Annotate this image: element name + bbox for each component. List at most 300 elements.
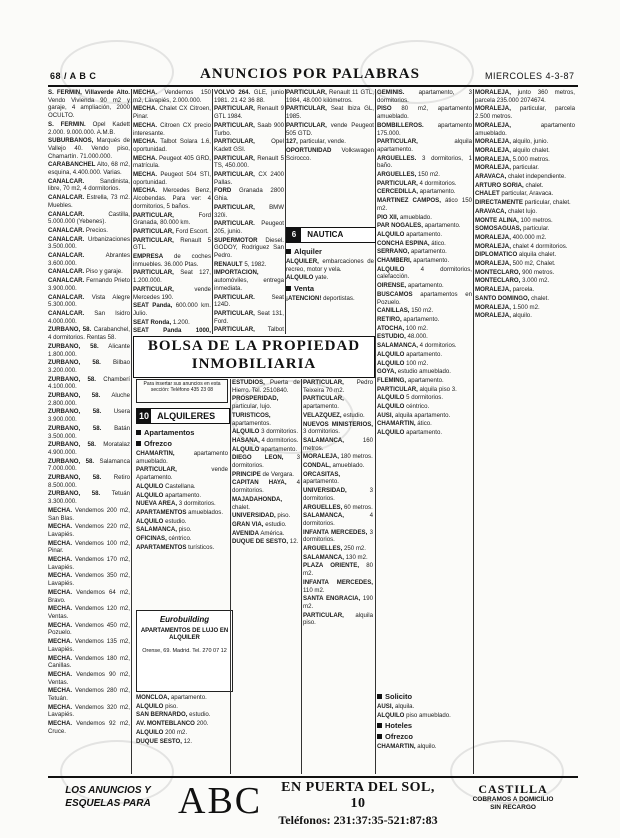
ad-lead: HASANA, (232, 436, 260, 444)
classified-ad (133, 286, 211, 301)
bullet-icon (377, 734, 382, 739)
ad-body: apartamento amueblado. (475, 121, 575, 137)
ad-body: alquila apartamento. (393, 411, 451, 419)
classified-ad (475, 199, 575, 207)
ad-lead: S. FERMIN, Villaverde Alto. (48, 89, 130, 96)
bolsa-line-1: BOLSA DE LA PROPIEDAD (147, 338, 361, 354)
ad-lead: ZURBANO, 58. (48, 326, 92, 334)
ad-lead: SEAT Ronda, (133, 318, 172, 326)
classified-ad (48, 605, 130, 620)
classified-ad (232, 395, 300, 410)
classified-ad (214, 187, 284, 202)
classified-ad (133, 122, 211, 137)
ad-body: apartamento. (303, 403, 339, 411)
classified-ad (232, 530, 300, 538)
ad-lead: VOLVO 264. (214, 89, 251, 96)
column-rule (301, 379, 302, 774)
ad-body: apartamento, 3 dormitorios. (377, 89, 472, 104)
footer-left-line2: ESQUELAS PARA (65, 798, 151, 809)
ad-body: chalet. (523, 181, 544, 189)
ad-body: apartamento. (404, 230, 443, 238)
ad-lead: ZURBANO, 58. (48, 474, 102, 482)
ad-body: Vendemos 180 m2, Canillas. (48, 654, 130, 670)
footer-address: EN PUERTA DEL SOL, 10 (281, 780, 435, 811)
ad-body: Precios. (84, 226, 108, 234)
classified-ad (475, 182, 575, 190)
section-heading: Venta (286, 284, 374, 293)
classified-ad (232, 437, 300, 445)
footer-mid (273, 780, 443, 828)
classified-ad (133, 187, 211, 210)
classified-ad (214, 122, 284, 137)
ad-lead: ZURBANO, 58. (48, 375, 96, 383)
ad-lead: ALQUILO (377, 230, 405, 238)
ad-lead: CARABANCHEL (48, 161, 96, 169)
classified-ad (214, 105, 284, 120)
classified-ad (48, 227, 130, 235)
ad-body: 5, 1982. (242, 260, 267, 268)
section-heading: Alquiler (286, 247, 374, 256)
column-rule (375, 89, 376, 774)
ad-lead: MECHA. (48, 720, 73, 728)
ad-body: Volkswagen Scirocco. (286, 146, 374, 162)
classified-ad (377, 394, 472, 402)
classified-ad (303, 487, 373, 502)
ad-body: Piso y garaje. (84, 268, 123, 276)
ad-body: chalet independiente. (506, 173, 566, 181)
ad-lead: CONCHA ESPINA, (377, 239, 430, 247)
ad-body: 400.000 m2. (510, 233, 547, 241)
classified-ad (133, 89, 211, 104)
classified-ad (475, 105, 575, 120)
classified-ad (232, 412, 300, 427)
classified-ad (48, 425, 130, 440)
ad-body: particular, chalet. (522, 199, 571, 207)
classified-ad (475, 147, 575, 155)
ad-body: estudio amueblado. (396, 368, 451, 376)
ad-lead: FORD (214, 187, 232, 195)
ad-lead: CANILLAS, (377, 307, 410, 315)
classified-ad (377, 188, 472, 196)
ad-lead: UNIVERSIDAD, (232, 512, 276, 520)
classified-ad (377, 266, 472, 281)
ad-lead: MORALEJA, (475, 138, 511, 146)
classified-ad (377, 360, 472, 368)
classified-ad (475, 89, 575, 104)
ad-lead: MECHA. (133, 138, 158, 146)
ad-body: 80 m2. (303, 562, 373, 578)
ad-lead: MORALEJA, (475, 233, 511, 241)
classified-ad (48, 326, 130, 341)
ad-lead: SOMOSAGUAS, (475, 225, 522, 233)
ad-body: Usera 3.900.000. (48, 408, 130, 424)
ad-lead: PROSPERIDAD, (232, 395, 279, 403)
ad-lead: SALAMANCA, (303, 436, 344, 444)
ad-body: Tetuán 3.300.000. (48, 490, 130, 506)
classified-ad (377, 89, 472, 104)
ad-lead: CANALCAR. (48, 293, 85, 301)
classified-ad (48, 178, 130, 193)
classified-ad (303, 612, 373, 627)
ad-lead: EMPRESA (133, 253, 164, 261)
classified-ad (303, 595, 373, 610)
ad-body: 150 m2. (416, 171, 440, 179)
ad-lead: PARTICULAR, (133, 269, 174, 277)
ad-lead: CERCEDILLA, (377, 188, 418, 196)
classified-ad (48, 704, 130, 719)
ad-lead: PARTICULAR, (214, 138, 255, 146)
ad-body: Moratalaz 4.900.000. (48, 441, 130, 456)
column-6 (475, 89, 575, 774)
ad-lead: CANALCAR. (48, 226, 85, 234)
ad-body: CX 2400 Pallas. (214, 171, 284, 186)
ad-body: Vendemos 170 m2, Lavapiés. (48, 556, 130, 571)
ad-body: Seat 131, Ford. (214, 309, 284, 325)
ad-body: 100 m2. (404, 324, 428, 332)
ad-lead: CHAMARTIN, (377, 420, 416, 428)
ad-body: Ford Escort. (173, 227, 209, 235)
classified-ad (48, 310, 130, 325)
classified-ad (475, 217, 575, 225)
classified-ad (475, 138, 575, 146)
classified-ad (214, 294, 284, 309)
ad-body: Vendemos 350 m2, Lavapiés. (48, 572, 130, 588)
ad-lead: SALAMANCA, (377, 342, 418, 350)
ad-body: apartamento. (404, 429, 443, 437)
ad-body: Vendemos 320 m2, Lavapiés. (48, 703, 130, 719)
classified-ad (48, 294, 130, 309)
classified-ad (286, 89, 374, 104)
page-date: MIERCOLES 4-3-87 (485, 71, 575, 81)
column-3 (214, 89, 284, 334)
classified-ad (133, 319, 211, 327)
ad-lead: GEMINIS. (377, 89, 405, 96)
ad-lead: PARTICULAR, (133, 285, 174, 293)
ad-lead: PARTICULAR, (303, 611, 344, 619)
ad-lead: RENAULT (214, 260, 243, 268)
ad-lead: PARTICULAR, (133, 236, 174, 244)
ad-body: apartamento. (303, 478, 339, 486)
classified-ad (286, 122, 374, 137)
classified-ad (48, 572, 130, 587)
ad-lead: BOMBILLEROS. (377, 121, 424, 129)
ad-body: Vendemos 150 m2, Lavapiés, 2.000.000. (133, 89, 211, 104)
classified-ad (303, 562, 373, 577)
ad-lead: UNIVERSIDAD, (303, 487, 347, 495)
ad-lead: PARTICULAR, (286, 105, 327, 113)
ad-lead: PARTICULAR, (286, 121, 327, 129)
footer-right-line3: SIN RECARGO (490, 804, 536, 811)
ad-body: automóviles, entrega inmediata. (214, 277, 284, 292)
classified-ad (377, 138, 472, 153)
classified-ad (303, 471, 373, 486)
page-title: ANUNCIOS POR PALABRAS (200, 66, 420, 82)
ad-body: apartamentos. (232, 419, 271, 427)
ad-lead: MECHA. (48, 523, 73, 531)
ad-body: Granada 2800 Ghia. (214, 187, 284, 203)
ad-body: 1.500 m2. (510, 303, 540, 311)
classified-ad (232, 521, 300, 529)
ad-body: alquila chalet. (517, 251, 557, 259)
ad-body: Vendemos 90 m2, Ventas. (48, 670, 130, 686)
ad-body: 80 m2, apartamento amueblado. (377, 105, 472, 121)
classified-ad (377, 377, 472, 385)
classified-ad (48, 589, 130, 604)
ad-lead: PARTICULAR, (214, 171, 255, 179)
ad-body: particular, Aravaca. (499, 190, 554, 198)
footer-right (448, 782, 578, 812)
classified-ad (303, 412, 373, 420)
ad-lead: ARGUELLES, (303, 545, 343, 553)
ad-lead: CHALET (475, 190, 500, 198)
classified-ad (377, 291, 472, 306)
ad-body: 3.000 m2. (520, 277, 550, 285)
classified-ad (48, 137, 130, 160)
ad-lead: SALAMANCA, (303, 553, 344, 561)
ad-lead: DIEGO LEON, (232, 454, 284, 462)
bolsa-line-2: INMOBILIARIA (191, 356, 317, 372)
classified-ad (214, 269, 284, 292)
classified-ad (303, 421, 373, 436)
classified-ad (214, 261, 284, 269)
ad-lead: CANALCAR. (48, 252, 85, 260)
ad-lead: PARTICULAR, (214, 105, 255, 113)
classified-ad (232, 471, 300, 479)
classified-ad (377, 420, 472, 428)
classified-ad (377, 368, 472, 376)
ad-body: Vendo Vivienda 90 m2 y garaje, 4 ampliación, 2000 OCULTO. (48, 96, 130, 120)
ad-body: apartamento. (401, 315, 440, 323)
ad-lead: MORALEJA, (475, 312, 511, 320)
ad-body: Renault 9 GTL 1984. (214, 105, 284, 121)
ad-body: Renault 5 TS, 450.000. (214, 154, 284, 170)
ad-body: Peugeot 405 GRD, matrícula. (133, 154, 211, 170)
ad-body: Vendemos 200 m2, San Blas. (48, 506, 130, 522)
classified-ad (377, 240, 472, 248)
ad-body: vende Mercedes 190. (133, 285, 211, 301)
ad-body: junto 360 metros, parcela 235.000 2074674. (475, 89, 575, 104)
ad-lead: MECHA. (133, 171, 158, 179)
ad-lead: INFANTA MERCEDES, (303, 578, 373, 586)
ad-body: chalet. (232, 503, 250, 511)
classified-ad (377, 412, 472, 420)
classified-ad (475, 243, 575, 251)
classified-ad (377, 180, 472, 188)
ad-lead: ALQUILO (377, 429, 405, 437)
ad-lead: PARTICULAR. (214, 220, 255, 228)
page-label: 68 / A B C (50, 71, 97, 81)
ad-lead: ORCASITAS, (303, 470, 341, 478)
ad-body: 3 dormitorios. (303, 528, 373, 544)
classified-ad (377, 333, 472, 341)
ad-lead: PARTICULAR, (214, 203, 255, 211)
ad-lead: PARTICULAR, (133, 227, 174, 235)
ad-lead: PARTICULAR, (214, 121, 255, 129)
ad-body: 180 metros. (338, 453, 373, 461)
classified-ad (475, 190, 575, 198)
section-heading: Solicito (377, 692, 472, 701)
ad-body: ático 150 m2. (377, 197, 472, 212)
ad-lead: MECHA. (48, 687, 73, 695)
section-number: 10 (138, 411, 149, 421)
ad-lead: MORALEJA, (475, 303, 511, 311)
ad-lead: ARGUELLES. (377, 154, 417, 162)
ad-lead: MONTE ALINA, (475, 216, 519, 224)
ad-body: 3 dormitorios, 1 baño. (377, 154, 472, 170)
classified-ad (48, 376, 130, 391)
ad-lead: CAPITAN HAYA, (232, 479, 287, 487)
bullet-icon (286, 286, 291, 291)
classified-ad (303, 504, 373, 512)
ad-lead: AVENIDA (232, 529, 259, 537)
classified-ad (377, 122, 472, 137)
classified-ad (475, 156, 575, 164)
bullet-icon (377, 694, 382, 699)
ad-body: Vendemos 120 m2, Ventas. (48, 605, 130, 620)
ad-body: Talbot Solara 1.6, oportunidad. (133, 138, 211, 153)
ad-lead: MECHA. (48, 703, 73, 711)
ad-lead: TURISTICOS, (232, 411, 271, 419)
classified-ad (48, 277, 130, 292)
ad-body: Chalet CX Citroen, Pinar. (133, 105, 211, 121)
ad-body: Vendemos 220 m2, Lavapiés. (48, 523, 130, 538)
ad-body: particular, vende. (297, 138, 346, 146)
classified-ad (133, 327, 211, 334)
ad-body: apartamento. (259, 445, 298, 453)
ad-body: Peugeot 205, junio. (214, 220, 284, 235)
classified-ad (475, 277, 575, 285)
ad-body: Seat 124D. (214, 293, 284, 309)
classified-ad (377, 282, 472, 290)
eurobuilding-ad (136, 610, 233, 692)
classified-ad (133, 155, 211, 170)
abc-logo: ABC (178, 780, 263, 822)
classified-ad (48, 507, 130, 522)
ad-body: piso. (275, 512, 291, 520)
ad-body: 4 dormitorios. (417, 179, 457, 187)
ad-lead: ZURBANO, 58. (48, 441, 96, 449)
classified-ad (133, 269, 211, 284)
ad-lead: PARTICULAR, (303, 379, 344, 386)
ad-body: 3 dormitorios. (232, 454, 300, 470)
classified-ad (133, 212, 211, 227)
column-rule (473, 89, 474, 774)
ad-lead: AUSI, (377, 411, 394, 419)
ad-body: 4 dormitorios, calefacción. (377, 265, 472, 281)
column-rule (285, 89, 286, 334)
ad-lead: PRINCIPE (232, 470, 261, 478)
ad-body: Estrella, 73 m2. Muebles. (48, 194, 130, 209)
classified-ad (475, 269, 575, 277)
ad-lead: CANALCAR. (48, 235, 85, 243)
ad-lead: MECHA. (48, 621, 73, 629)
eurobuilding-headline: APARTAMENTOS DE LUJO EN ALQUILER (140, 628, 229, 641)
ad-lead: IMPORTACION, (214, 269, 259, 277)
section-heading: Hoteles (377, 721, 472, 730)
ad-lead: GRAN VIA, (232, 520, 264, 528)
classified-ad (48, 474, 130, 489)
classified-ad (214, 310, 284, 325)
classified-ad (303, 529, 373, 544)
eurobuilding-logo: Eurobuilding (159, 615, 210, 624)
ad-lead: ATOCHA, (377, 324, 405, 332)
ad-body: Alicante 1.800.000. (48, 342, 130, 358)
ad-lead: OPORTUNIDAD (286, 146, 332, 154)
ad-lead: MECHA. (48, 605, 73, 613)
ad-body: Vendemos 280 m2, Tetuán. (48, 687, 130, 703)
column-rule (131, 89, 132, 774)
ad-lead: BUSCAMOS (377, 290, 413, 298)
ad-body: BMW 320i. (214, 203, 284, 219)
column-mid-a (232, 379, 300, 774)
classified-ad (303, 545, 373, 553)
ad-lead: SANTA ENGRACIA, (303, 595, 361, 603)
ad-lead: PARTICULAR, (214, 326, 255, 334)
ad-body: Opel Kadett GSI. (214, 138, 284, 153)
ad-body: Vista Alegre 5.300.000. (48, 293, 130, 309)
ad-lead: ALQUILO (377, 265, 405, 273)
ad-lead: SEAT Panda 1000, (133, 327, 211, 334)
classified-ad (377, 351, 472, 359)
classified-ad (377, 307, 472, 315)
ad-lead: ZURBANO, 58. (48, 424, 102, 432)
classified-ad (377, 342, 472, 350)
classified-ad (48, 268, 130, 276)
ad-lead: ZURBANO, 58. (48, 392, 101, 400)
ad-body: 4 dormitorios. (303, 512, 373, 527)
ad-body: Salamanca 7.000.000. (48, 457, 130, 473)
ad-body: 4 dormitorios. (417, 342, 457, 350)
ad-lead: MONTECLARO, (475, 277, 521, 285)
classified-ad (232, 428, 300, 436)
classified-ad (475, 260, 575, 268)
ad-lead: SUPERMOTOR (214, 236, 258, 244)
ad-lead: PIO XII, (377, 213, 399, 221)
ad-body: apartamento. (411, 257, 450, 265)
ad-lead: ALQUILO (377, 350, 405, 358)
classified-ad (133, 138, 211, 153)
ad-lead: ARTURO SORIA, (475, 181, 524, 189)
section-alquileres (136, 408, 230, 424)
classified-ad (377, 214, 472, 222)
ad-body: Chamberí 4.100.000. (48, 375, 130, 391)
column-4 (286, 89, 374, 224)
ad-body: Batán 3.500.000. (48, 424, 130, 440)
section-nautica (286, 227, 376, 243)
ad-body: 48.000. (405, 333, 428, 341)
ad-lead: SUBURBANOS, (48, 137, 94, 145)
ad-lead: MECHA. (133, 105, 158, 113)
ad-body: Talbot (267, 326, 284, 334)
ad-body: parcela. (510, 286, 535, 294)
ad-body: 5.000 metros. (510, 155, 550, 163)
classified-ad (377, 257, 472, 265)
ad-lead: MECHA. (48, 638, 73, 646)
ad-body: Renault 11 GTL, 1984, 48.000 kilómetros. (286, 89, 374, 104)
ad-lead: ZURBANO, 58. (48, 359, 101, 367)
ad-body: apartamento. (404, 350, 443, 358)
classified-ad (48, 211, 130, 226)
ad-lead: MECHA. (48, 506, 73, 514)
ad-lead: CANALCAR. (48, 210, 85, 218)
ad-body: 190 m2. (303, 595, 373, 610)
column-rule (230, 379, 231, 774)
ad-lead: PARTICULAR, (286, 89, 327, 96)
ad-lead: PARTICULAR, (377, 179, 418, 187)
ad-body: Aluche 2.800.000. (48, 392, 130, 407)
ad-body: amueblado. (330, 462, 365, 470)
ad-lead: 127, (286, 138, 298, 146)
